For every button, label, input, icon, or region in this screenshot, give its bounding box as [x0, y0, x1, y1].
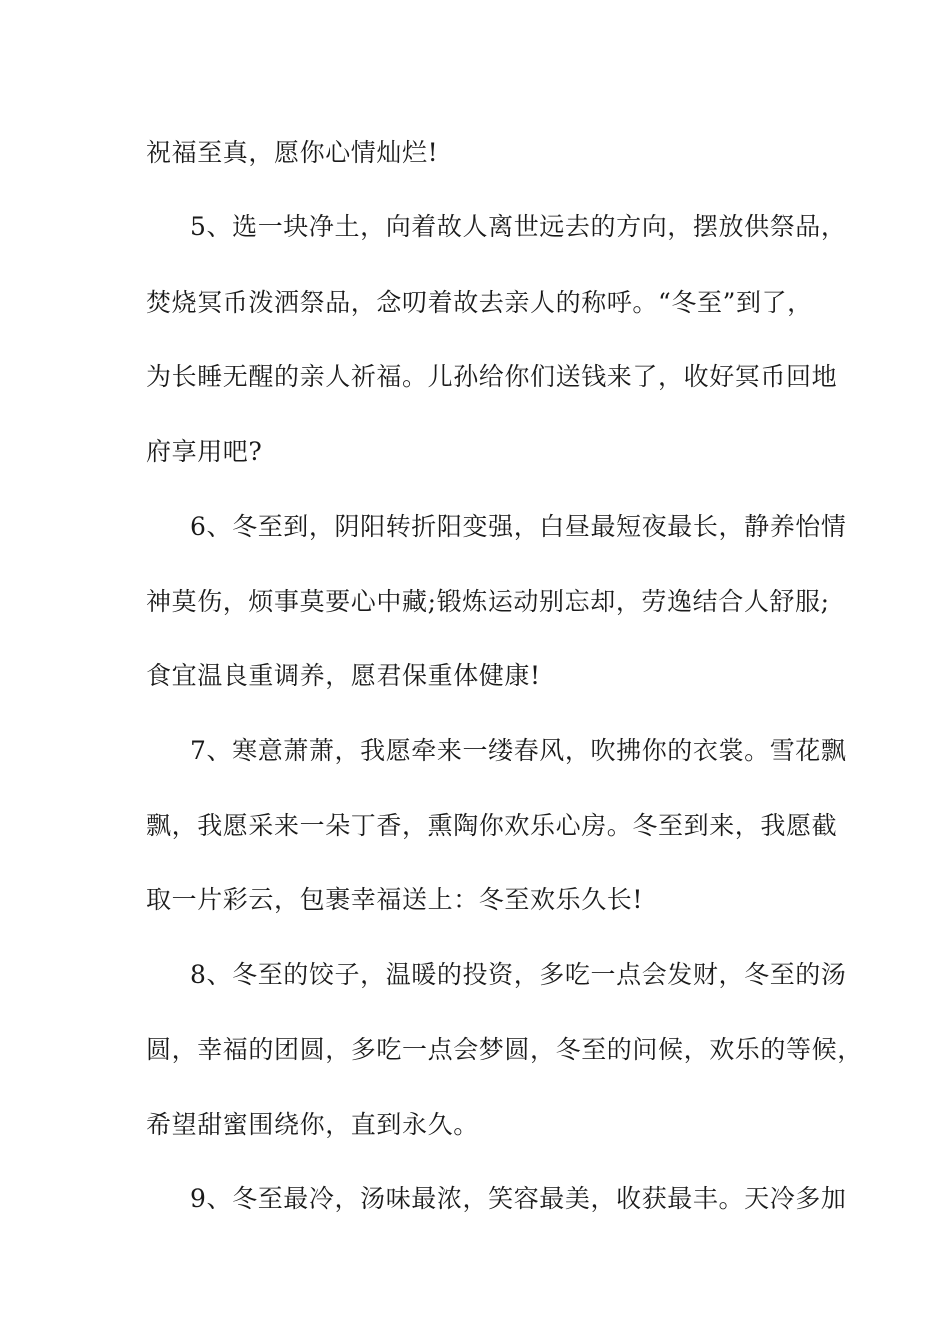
text-line-8: 食宜温良重调养，愿君保重体健康! — [146, 661, 541, 690]
text-line-11: 取一片彩云，包裹幸福送上：冬至欢乐久长! — [146, 885, 644, 914]
text-line-6: 6、冬至到，阴阳转折阳变强，白昼最短夜最长，静养怡情 — [190, 512, 847, 541]
text-line-7: 神莫伤，烦事莫要心中藏;锻炼运动别忘却，劳逸结合人舒服; — [146, 587, 830, 616]
text-line-12: 8、冬至的饺子，温暖的投资，多吃一点会发财，冬至的汤 — [190, 960, 847, 989]
text-line-5: 府享用吧? — [146, 437, 263, 466]
text-line-1: 祝福至真，愿你心情灿烂! — [146, 138, 439, 167]
text-line-3: 焚烧冥币泼洒祭品，念叨着故去亲人的称呼。“冬至”到了， — [146, 288, 813, 317]
text-line-14: 希望甜蜜围绕你，直到永久。 — [146, 1110, 479, 1139]
text-line-9: 7、寒意萧萧，我愿牵来一缕春风，吹拂你的衣裳。雪花飘 — [190, 736, 847, 765]
text-line-4: 为长睡无醒的亲人祈福。儿孙给你们送钱来了，收好冥币回地 — [146, 362, 838, 391]
text-line-10: 飘，我愿采来一朵丁香，熏陶你欢乐心房。冬至到来，我愿截 — [146, 811, 838, 840]
text-line-15: 9、冬至最冷，汤味最浓，笑容最美，收获最丰。天冷多加 — [190, 1184, 847, 1213]
text-line-2: 5、选一块净土，向着故人离世远去的方向，摆放供祭品， — [190, 212, 847, 241]
text-line-13: 圆，幸福的团圆，多吃一点会梦圆，冬至的问候，欢乐的等候， — [146, 1035, 863, 1064]
